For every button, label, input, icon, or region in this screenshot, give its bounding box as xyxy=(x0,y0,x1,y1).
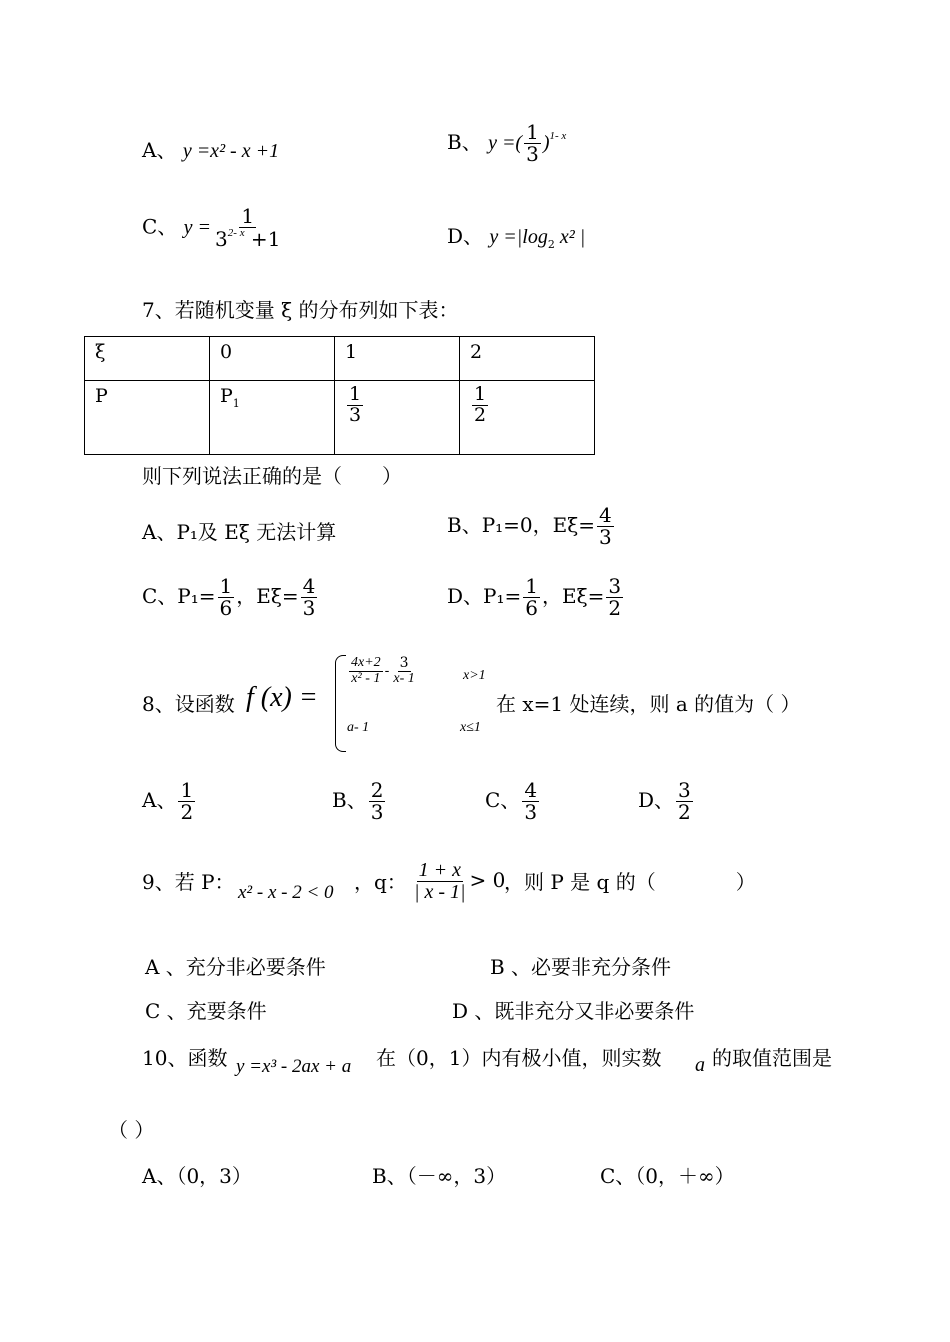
q7-option-a: A、P₁及 Eξ 无法计算 xyxy=(142,520,337,544)
table-cell: $P_1$ xyxy=(210,381,335,455)
q8-case-2: a- 1 xyxy=(347,720,370,735)
q8-case-2-condition: x≤1 xyxy=(460,720,481,735)
q9-option-b: B 、必要非充分条件 xyxy=(490,955,672,979)
table-cell: $\frac{1}{2}$ xyxy=(460,381,595,455)
q7-option-d: D、P₁= $\frac{1}{6}$ ，Eξ= $\frac{3}{2}$ xyxy=(447,574,622,620)
table-cell: ξ xyxy=(85,337,210,381)
q8-tail: 在 x=1 处连续，则 a 的值为（ ） xyxy=(496,692,801,716)
q6-option-b: B、 y =( $\frac{1}{3}$ )$^{1- x}$ xyxy=(447,120,567,166)
q8-option-b: B、 $\frac{2}{3}$ xyxy=(332,778,384,824)
q6-a-expression: y =x² - x +1 xyxy=(182,140,280,162)
table-row xyxy=(85,337,595,381)
distribution-table xyxy=(84,336,595,455)
q10-answer-paren: （ ） xyxy=(108,1118,155,1142)
q10-option-a: A、（0，3） xyxy=(142,1164,252,1188)
piecewise-brace xyxy=(335,655,346,752)
q10-stem: 10、函数 xyxy=(142,1046,228,1070)
q9-p-condition: x² - x - 2 < 0 xyxy=(238,882,334,903)
q9-stem: 9、若 P： xyxy=(142,870,235,894)
table-cell: 2 xyxy=(460,337,595,381)
q10-option-b: B、（－∞，3） xyxy=(372,1164,507,1188)
q7-stem: 7、若随机变量 ξ 的分布列如下表： xyxy=(142,298,459,322)
q8-option-c: C、 $\frac{4}{3}$ xyxy=(485,778,538,824)
q8-option-a: A、 $\frac{1}{2}$ xyxy=(142,778,194,824)
q7-question: 则下列说法正确的是（ ） xyxy=(142,464,402,488)
q7-option-b: B、P₁=0，Eξ= $\frac{4}{3}$ xyxy=(447,503,612,549)
q10-option-c: C、（0，＋∞） xyxy=(600,1164,735,1188)
q9-option-d: D 、既非充分又非必要条件 xyxy=(452,999,695,1023)
q10-middle: 在（0，1）内有极小值，则实数 xyxy=(376,1046,662,1070)
table-row xyxy=(85,381,595,455)
q6-option-d: D、 $y =|\log_2$ x² | xyxy=(447,224,586,251)
q10-expression: y =x³ - 2ax + a xyxy=(236,1056,352,1077)
q10-variable: a xyxy=(695,1054,705,1076)
q6-option-a: A、 y =x² - x +1 xyxy=(142,138,280,162)
q8-option-d: D、 $\frac{3}{2}$ xyxy=(638,778,691,824)
q9-q-label: ，q： xyxy=(354,870,407,894)
table-cell: P xyxy=(85,381,210,455)
q8-case-1: $\frac{4x+2}{\text{x² - 1}}$ - $\frac{3}{x- 1}$ xyxy=(351,655,415,686)
table-cell: $\frac{1}{3}$ xyxy=(335,381,460,455)
q9-option-a: A 、充分非必要条件 xyxy=(145,955,326,979)
q6-option-c: C、 y = $\frac{1}{3^{2- x} +1}$ xyxy=(142,204,281,251)
table-cell: 1 xyxy=(335,337,460,381)
q9-option-c: C 、充要条件 xyxy=(145,999,267,1023)
q8-case-1-condition: x>1 xyxy=(463,668,486,683)
q9-tail: ，则 P 是 q 的（ ） xyxy=(504,870,756,894)
table-cell: 0 xyxy=(210,337,335,381)
q8-function-name: f (x) = xyxy=(246,682,318,713)
q8-stem: 8、设函数 xyxy=(142,692,235,716)
q7-option-c: C、P₁= $\frac{1}{6}$ ，Eξ= $\frac{4}{3}$ xyxy=(142,574,316,620)
q9-q-condition: $\frac{1 + x}{| x - 1|}$ > 0 xyxy=(414,859,506,903)
q10-tail: 的取值范围是 xyxy=(712,1046,832,1070)
